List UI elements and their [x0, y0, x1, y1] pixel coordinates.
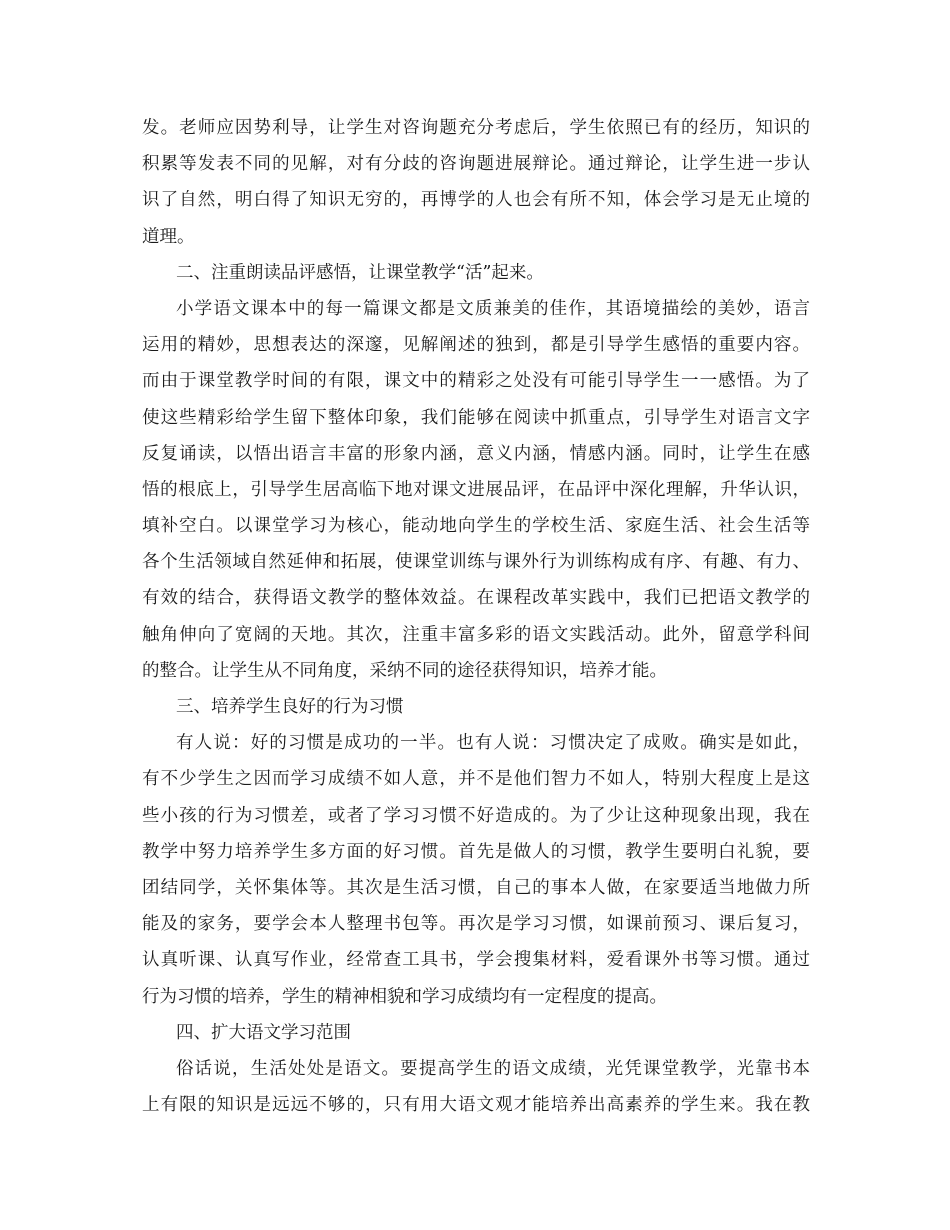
- text-line: 发。老师应因势利导，让学生对咨询题充分考虑后，学生依照已有的经历，知识的: [142, 118, 810, 138]
- text-line: 而由于课堂教学时间的有限，课文中的精彩之处没有可能引导学生一一感悟。为了: [142, 371, 810, 392]
- text-line: 上有限的知识是远远不够的，只有用大语文观才能培养出高素养的学生来。我在教: [142, 1095, 810, 1116]
- text-line: 有效的结合，获得语文教学的整体效益。在课程改革实践中，我们已把语文教学的: [142, 588, 810, 609]
- text-line: 反复诵读，以悟出语言丰富的形象内涵，意义内涵，情感内涵。同时，让学生在感: [142, 443, 810, 464]
- text-line: 使这些精彩给学生留下整体印象，我们能够在阅读中抓重点，引导学生对语言文字: [142, 407, 810, 428]
- text-line: 运用的精妙，思想表达的深邃，见解阐述的独到，都是引导学生感悟的重要内容。: [142, 335, 810, 356]
- text-line: 俗话说，生活处处是语文。要提高学生的语文成绩，光凭课堂教学，光靠书本: [176, 1058, 810, 1079]
- text-line: 些小孩的行为习惯差，或者了学习习惯不好造成的。为了少让这种现象出现，我在: [142, 805, 810, 826]
- text-line: 有不少学生之因而学习成绩不如人意，并不是他们智力不如人，特别大程度上是这: [142, 769, 810, 790]
- text-line: 的整合。让学生从不同角度，采纳不同的途径获得知识，培养才能。: [142, 660, 667, 681]
- section-heading: 三、培养学生良好的行为习惯: [176, 697, 404, 717]
- text-line: 能及的家务，要学会本人整理书包等。再次是学习习惯，如课前预习、课后复习，: [142, 914, 810, 935]
- text-line: 积累等发表不同的见解，对有分歧的咨询题进展辩论。通过辩论，让学生进一步认: [142, 154, 810, 175]
- text-line: 悟的根底上，引导学生居高临下地对课文进展品评，在品评中深化理解，升华认识，: [142, 479, 810, 500]
- text-line: 教学中努力培养学生多方面的好习惯。首先是做人的习惯，教学生要明白礼貌，要: [142, 841, 810, 862]
- text-line: 填补空白。以课堂学习为核心，能动地向学生的学校生活、家庭生活、社会生活等: [142, 516, 810, 537]
- text-line: 触角伸向了宽阔的天地。其次，注重丰富多彩的语文实践活动。此外，留意学科间: [142, 624, 810, 645]
- text-line: 行为习惯的培养，学生的精神相貌和学习成绩均有一定程度的提高。: [142, 986, 667, 1007]
- text-line: 各个生活领域自然延伸和拓展，使课堂训练与课外行为训练构成有序、有趣、有力、: [142, 552, 810, 573]
- document-page: [142, 110, 810, 1123]
- text-line: 认真听课、认真写作业，经常查工具书，学会搜集材料，爱看课外书等习惯。通过: [142, 950, 810, 971]
- section-heading: 四、扩大语文学习范围: [176, 1022, 351, 1043]
- text-line: 有人说：好的习惯是成功的一半。也有人说：习惯决定了成败。确实是如此，: [176, 733, 810, 754]
- text-line: 识了自然，明白得了知识无穷的，再博学的人也会有所不知，体会学习是无止境的: [142, 190, 810, 211]
- section-heading: 二、注重朗读品评感悟，让课堂教学“活”起来。: [176, 262, 544, 283]
- text-line: 道理。: [142, 226, 195, 247]
- text-line: 小学语文课本中的每一篇课文都是文质兼美的佳作，其语境描绘的美妙，语言: [176, 298, 810, 319]
- text-line: 团结同学，关怀集体等。其次是生活习惯，自己的事本人做，在家要适当地做力所: [142, 877, 810, 898]
